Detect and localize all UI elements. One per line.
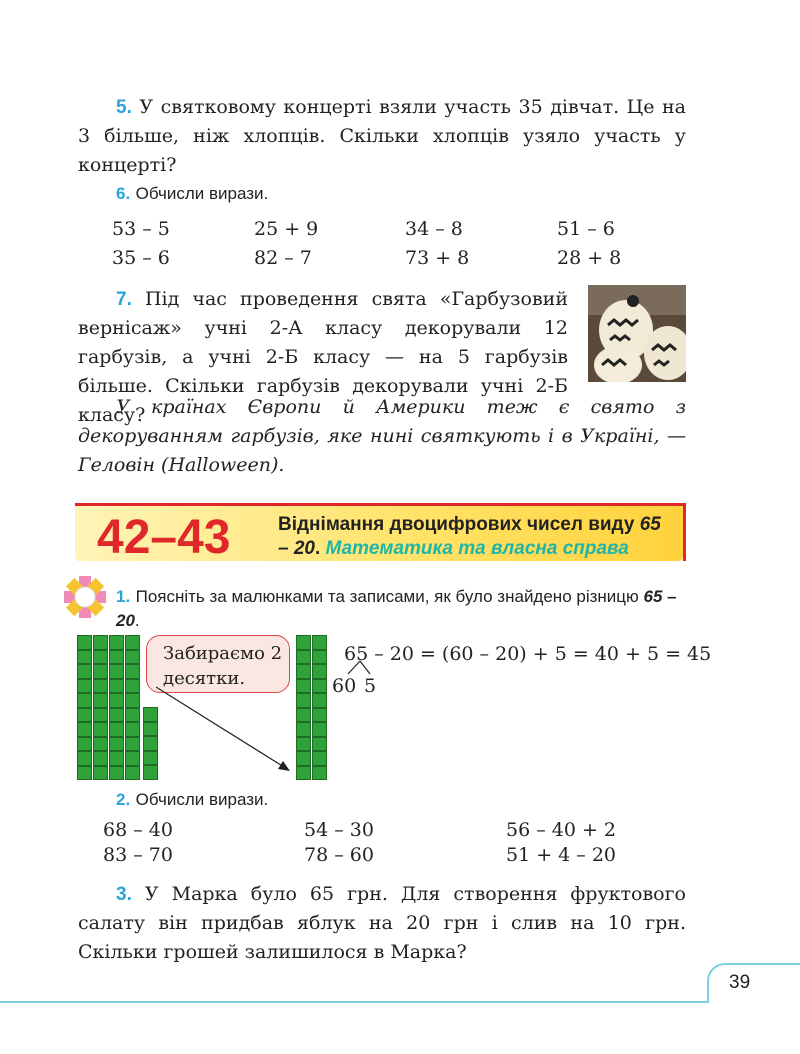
task-2-heading xyxy=(116,790,268,810)
tens-column xyxy=(296,635,311,780)
expression: 34 – 8 xyxy=(405,218,463,240)
task-number: 7. xyxy=(116,289,132,310)
expression: 82 – 7 xyxy=(254,247,312,269)
task-number: 1. xyxy=(116,587,131,606)
footer-line xyxy=(0,1001,800,1003)
lesson-number: 42–43 xyxy=(97,511,231,564)
task-instruction: Обчисли вирази. xyxy=(135,184,269,203)
task-text: У святковому концерті взяли участь 35 дівчат. Це на 3 більше, ніж хлопців. Скільки хлопців узяло участь у концерті? xyxy=(78,96,686,176)
equation: 65 – 20 = (60 – 20) + 5 = 40 + 5 = 45 xyxy=(344,643,712,665)
tens-column xyxy=(77,635,92,780)
tens-column xyxy=(312,635,327,780)
expression: 25 + 9 xyxy=(254,218,319,240)
task-number: 3. xyxy=(116,884,132,905)
expression: 53 – 5 xyxy=(112,218,170,240)
expression: 54 – 30 xyxy=(304,819,374,841)
split-tens: 60 xyxy=(332,675,357,697)
pumpkin-photo xyxy=(588,285,686,382)
tens-column xyxy=(125,635,140,780)
flower-icon xyxy=(63,575,107,619)
task-text: Під час проведення свята «Гарбузовий вернісаж» учні 2-А класу декорували 12 гарбузів, а учні 2-Б класу — на 5 гарбузів більше. Скільки гарбузів декорували учні 2-Б класу? xyxy=(78,288,568,426)
task-number: 2. xyxy=(116,790,131,809)
lesson-title-text: Віднімання двоцифрових чисел виду xyxy=(278,514,640,535)
task-6-heading xyxy=(116,184,268,204)
expression: 51 – 6 xyxy=(557,218,615,240)
note-text: У країнах Європи й Америки теж є свято з декоруванням гарбузів, яке нині святкують і в Україні, — Геловін (Halloween). xyxy=(78,396,686,476)
task-1 xyxy=(116,585,686,633)
expression: 35 – 6 xyxy=(112,247,170,269)
task-text: У Марка було 65 грн. Для створення фруктового салату він придбав яблук на 20 грн і слив на 10 грн. Скільки грошей залишилося в Марка? xyxy=(78,883,687,963)
arrow-icon xyxy=(150,685,300,780)
expression: 78 – 60 xyxy=(304,844,374,866)
speech-bubble: Забираємо 2 десятки. xyxy=(146,635,290,693)
page-number: 39 xyxy=(707,963,800,1003)
task-text: Поясніть за малюнками та записами, як було знайдено різницю xyxy=(135,587,644,606)
lesson-title xyxy=(278,513,668,561)
task-expression: 65 – 20 xyxy=(116,587,677,630)
task-2-expressions xyxy=(103,818,616,868)
task-6-expressions xyxy=(112,215,621,273)
lesson-title-expression: 65 – 20 xyxy=(278,514,661,559)
expression: 51 + 4 – 20 xyxy=(506,844,617,866)
lesson-header-edge xyxy=(683,503,686,561)
task-3 xyxy=(78,880,686,967)
task-instruction: Обчисли вирази. xyxy=(135,790,269,809)
task-5 xyxy=(78,93,686,180)
expression: 83 – 70 xyxy=(103,844,173,866)
expression: 68 – 40 xyxy=(103,819,173,841)
expression: 73 + 8 xyxy=(405,247,470,269)
expression: 28 + 8 xyxy=(557,247,622,269)
tens-column xyxy=(93,635,108,780)
tens-blocks-right xyxy=(296,635,332,780)
tens-column xyxy=(109,635,124,780)
lesson-title-topic: Математика та власна справа xyxy=(325,538,629,559)
task-number: 6. xyxy=(116,184,131,203)
lesson-title-dot: . xyxy=(314,538,326,559)
halloween-note xyxy=(78,393,686,480)
split-ones: 5 xyxy=(364,675,377,697)
expression: 56 – 40 + 2 xyxy=(506,819,617,841)
task-text-end: . xyxy=(134,611,140,630)
task-number: 5. xyxy=(116,97,132,118)
